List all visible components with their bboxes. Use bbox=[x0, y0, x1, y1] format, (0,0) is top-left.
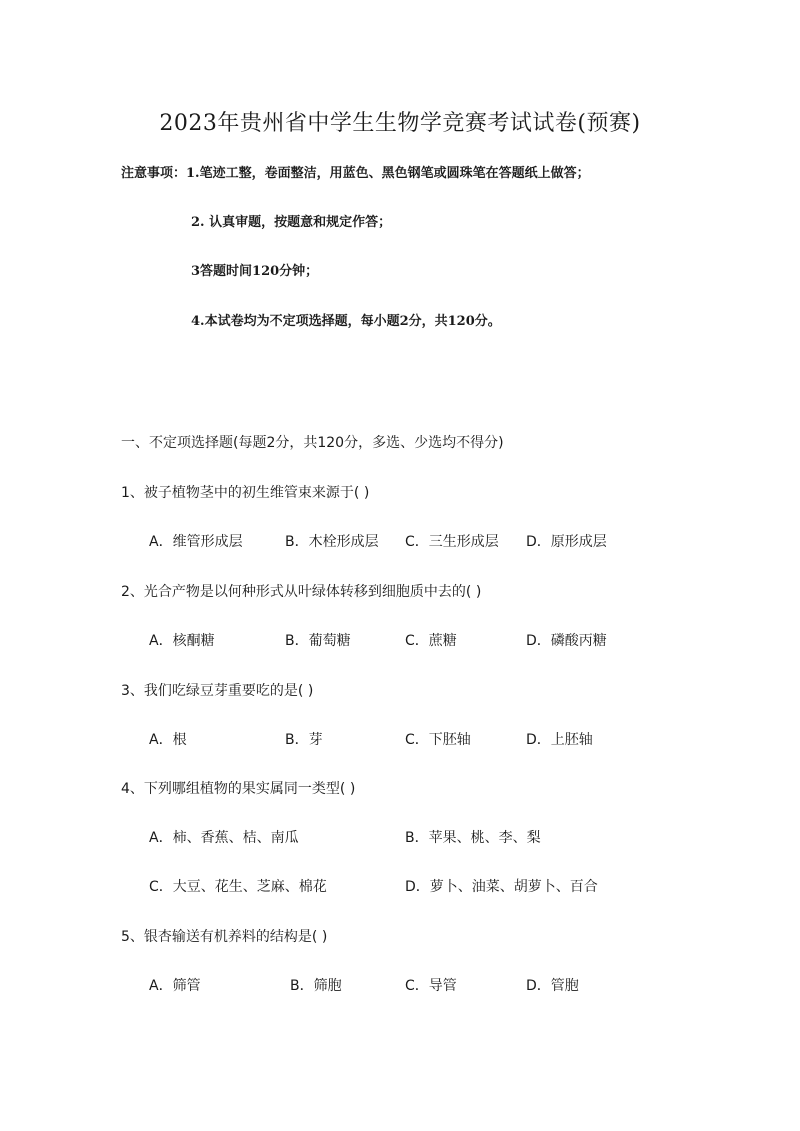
question-text: 2、光合产物是以何种形式从叶绿体转移到细胞质中去的( ) bbox=[121, 584, 482, 600]
option-a: A．柿、香蕉、桔、南瓜 bbox=[149, 830, 299, 846]
notice-line-3: 3答题时间120分钟； bbox=[191, 264, 319, 279]
option-d: D．萝卜、油菜、胡萝卜、百合 bbox=[405, 879, 598, 895]
option-d: D．上胚轴 bbox=[526, 732, 593, 748]
option-d: D．原形成层 bbox=[526, 534, 607, 550]
option-b: B．芽 bbox=[285, 732, 323, 748]
question-text: 1、被子植物茎中的初生维管束来源于( ) bbox=[121, 485, 370, 501]
option-d: D．磷酸丙糖 bbox=[526, 633, 607, 649]
notice-line-2: 2. 认真审题，按题意和规定作答； bbox=[191, 215, 392, 230]
option-b: B．木栓形成层 bbox=[285, 534, 379, 550]
section-title: 一、不定项选择题(每题2分，共120分，多选、少选均不得分) bbox=[121, 435, 504, 451]
option-c: C．导管 bbox=[405, 978, 457, 994]
option-d: D．管胞 bbox=[526, 978, 579, 994]
option-c: C．蔗糖 bbox=[405, 633, 457, 649]
option-b: B．筛胞 bbox=[290, 978, 342, 994]
option-c: C．大豆、花生、芝麻、棉花 bbox=[149, 879, 327, 895]
notice-line-4: 4.本试卷均为不定项选择题，每小题2分，共120分。 bbox=[191, 314, 501, 329]
option-a: A．根 bbox=[149, 732, 187, 748]
option-a: A．维管形成层 bbox=[149, 534, 243, 550]
notice-line-1: 注意事项：1.笔迹工整，卷面整洁，用蓝色、黑色钢笔或圆珠笔在答题纸上做答； bbox=[121, 166, 590, 181]
option-c: C．下胚轴 bbox=[405, 732, 471, 748]
page-title: 2023年贵州省中学生生物学竞赛考试试卷(预赛) bbox=[159, 111, 641, 136]
option-b: B．葡萄糖 bbox=[285, 633, 351, 649]
option-a: A．筛管 bbox=[149, 978, 201, 994]
option-a: A．核酮糖 bbox=[149, 633, 215, 649]
option-c: C．三生形成层 bbox=[405, 534, 499, 550]
question-text: 5、银杏输送有机养料的结构是( ) bbox=[121, 929, 328, 945]
question-text: 3、我们吃绿豆芽重要吃的是( ) bbox=[121, 683, 314, 699]
option-b: B．苹果、桃、李、梨 bbox=[405, 830, 541, 846]
question-text: 4、下列哪组植物的果实属同一类型( ) bbox=[121, 781, 356, 797]
